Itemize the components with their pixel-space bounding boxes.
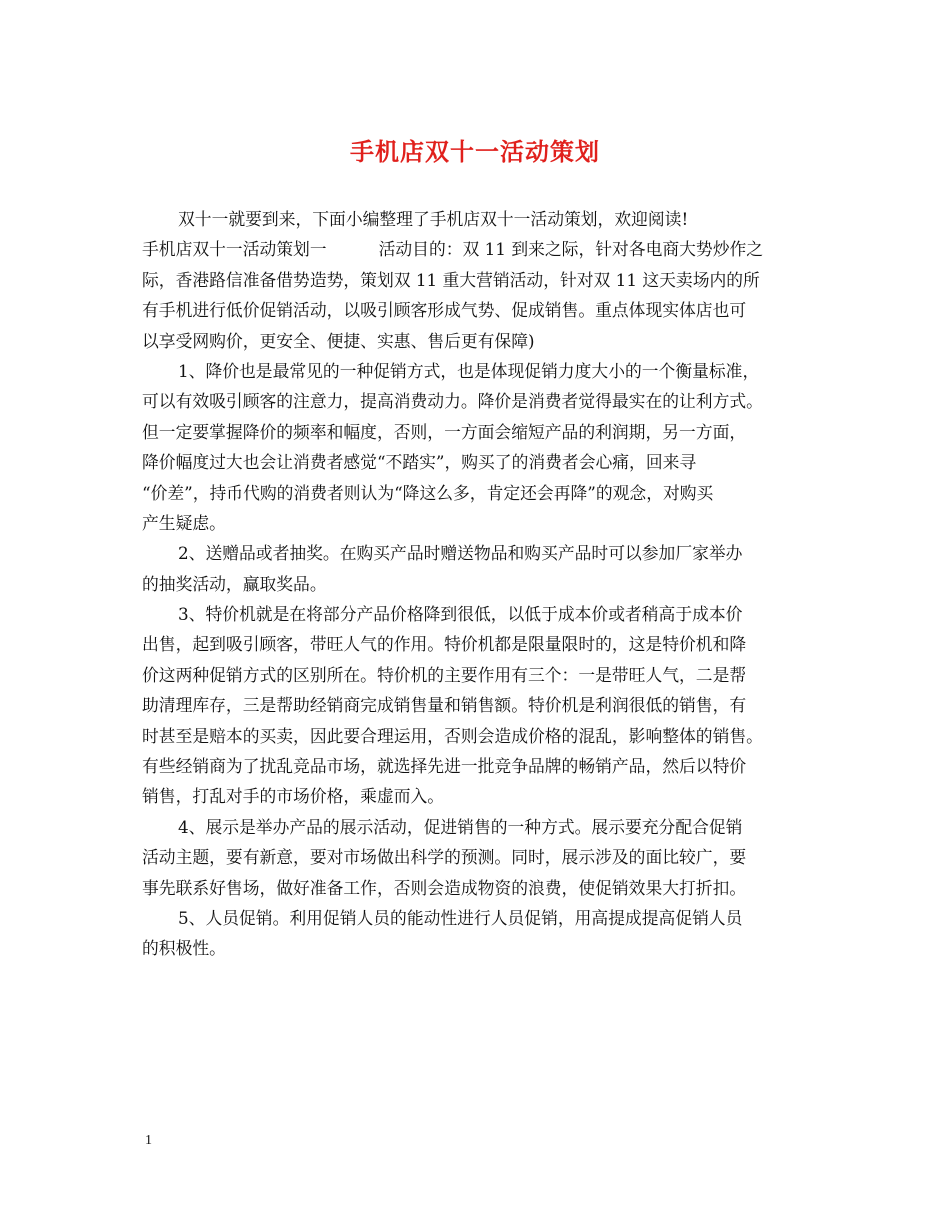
purpose-line: 际，香港路信准备借势造势，策划双 11 重大营销活动，针对双 11 这天卖场内的所 <box>142 269 760 290</box>
purpose-line: 以享受网购价，更安全、便捷、实惠、售后更有保障) <box>142 330 535 351</box>
item3-line: 出售，起到吸引顾客，带旺人气的作用。特价机都是限量限时的，这是特价机和降 <box>142 634 747 655</box>
page-title: 手机店双十一活动策划 <box>350 137 600 166</box>
item1-line: 降价幅度过大也会让消费者感觉“不踏实”，购买了的消费者会心痛，回来寻 <box>142 452 697 473</box>
item1-line: 可以有效吸引顾客的注意力，提高消费动力。降价是消费者觉得最实在的让利方式。 <box>142 391 763 412</box>
item3-line: 助清理库存，三是帮助经销商完成销售量和销售额。特价机是利润很低的销售，有 <box>142 695 747 716</box>
item2-line: 2、送赠品或者抽奖。在购买产品时赠送物品和购买产品时可以参加厂家举办 <box>178 543 743 564</box>
item4-line: 活动主题，要有新意，要对市场做出科学的预测。同时，展示涉及的面比较广，要 <box>142 847 747 868</box>
section-heading: 手机店双十一活动策划一 <box>142 239 327 260</box>
item4-line: 4、展示是举办产品的展示活动，促进销售的一种方式。展示要充分配合促销 <box>178 816 743 837</box>
item3-line: 价这两种促销方式的区别所在。特价机的主要作用有三个：一是带旺人气，二是帮 <box>142 664 747 685</box>
document-body <box>142 204 832 964</box>
purpose-text: 活动目的：双 11 到来之际，针对各电商大势炒作之 <box>378 239 764 260</box>
purpose-line: 有手机进行低价促销活动，以吸引顾客形成气势、促成销售。重点体现实体店也可 <box>142 300 747 321</box>
item1-line: 1、降价也是最常见的一种促销方式，也是体现促销力度大小的一个衡量标准， <box>178 360 760 381</box>
purpose-line <box>142 234 832 264</box>
item1-line: 但一定要掌握降价的频率和幅度，否则，一方面会缩短产品的利润期，另一方面， <box>142 421 747 442</box>
item2-line: 的抽奖活动，赢取奖品。 <box>142 573 327 594</box>
item3-line: 时甚至是赔本的买卖，因此要合理运用，否则会造成价格的混乱，影响整体的销售。 <box>142 725 763 746</box>
intro-paragraph: 双十一就要到来，下面小编整理了手机店双十一活动策划，欢迎阅读! <box>178 209 689 229</box>
item3-line: 有些经销商为了扰乱竞品市场，就选择先进一批竞争品牌的畅销产品，然后以特价 <box>142 756 747 777</box>
item5-line: 的积极性。 <box>142 938 226 959</box>
item1-line: 产生疑虑。 <box>142 512 226 533</box>
item3-line: 3、特价机就是在将部分产品价格降到很低，以低于成本价或者稍高于成本价 <box>178 604 743 625</box>
page-number: 1 <box>145 1133 152 1148</box>
item4-line: 事先联系好售场，做好准备工作，否则会造成物资的浪费，使促销效果大打折扣。 <box>142 877 747 898</box>
item1-line: “价差”，持币代购的消费者则认为“降这么多，肯定还会再降”的观念，对购买 <box>142 482 714 503</box>
item3-line: 销售，打乱对手的市场价格，乘虚而入。 <box>142 786 445 807</box>
item5-line: 5、人员促销。利用促销人员的能动性进行人员促销，用高提成提高促销人员 <box>178 907 743 928</box>
